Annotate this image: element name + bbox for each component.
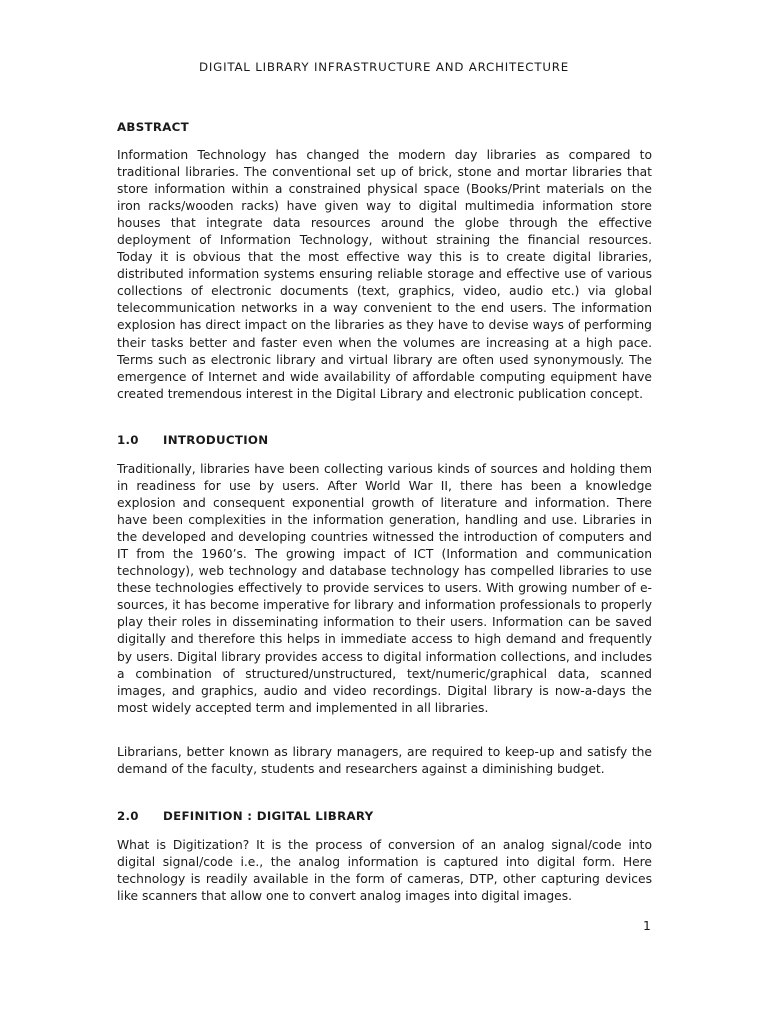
definition-section-number: 2.0 [117, 809, 139, 823]
introduction-heading [117, 433, 268, 447]
abstract-heading: ABSTRACT [117, 120, 189, 134]
introduction-paragraph-2: Librarians, better known as library managers, are required to keep-up and satisfy the demand of the faculty, students and researchers against a diminishing budget. [117, 745, 652, 777]
definition-heading [117, 809, 373, 823]
definition-section-title: DEFINITION : DIGITAL LIBRARY [163, 809, 374, 823]
definition-paragraph-1: What is Digitization? It is the process of conversion of an analog signal/code into digital signal/code i.e., the analog information is captured into digital form. Here technology is readily available in the form of cameras, DTP, other capturing devices like scanners that allow one to convert analog images into digital images. [117, 838, 652, 904]
introduction-section-number: 1.0 [117, 433, 139, 447]
document-title: DIGITAL LIBRARY INFRASTRUCTURE AND ARCHITECTURE [198, 60, 570, 74]
introduction-paragraph-1: Traditionally, libraries have been collecting various kinds of sources and holding them in readiness for use by users. After World War II, there has been a knowledge explosion and consequent exponential growth of literature and information. There have been complexities in the information generation, handling and use. Libraries in the developed and developing countries witnessed the introduction of computers and IT from the 1960’s. The growing impact of ICT (Information and communication technology), web technology and database technology has compelled libraries to use these technologies effectively to provide services to users. With growing number of e-sources, it has become imperative for library and information professionals to properly play their roles in disseminating information to their users. Information can be saved digitally and therefore this helps in immediate access to high demand and frequently by users. Digital library provides access to digital information collections, and includes a combination of structured/unstructured, text/numeric/graphical data, scanned images, and graphics, audio and video recordings. Digital library is now-a-days the most widely accepted term and implemented in all libraries. [117, 462, 652, 715]
page-number: 1 [643, 919, 651, 933]
abstract-paragraph: Information Technology has changed the modern day libraries as compared to traditional libraries. The conventional set up of brick, stone and mortar libraries that store information within a constrained physical space (Books/Print materials on the iron racks/wooden racks) have given way to digital multimedia information store houses that integrate data resources around the globe through the effective deployment of Information Technology, without straining the financial resources. Today it is obvious that the most effective way this is to create digital libraries, distributed information systems ensuring reliable storage and effective use of various collections of electronic documents (text, graphics, video, audio etc.) via global telecommunication networks in a way convenient to the end users. The information explosion has direct impact on the libraries as they have to devise ways of performing their tasks better and faster even when the volumes are increasing at a high pace. Terms such as electronic library and virtual library are often used synonymously. The emergence of Internet and wide availability of affordable computing equipment have created tremendous interest in the Digital Library and electronic publication concept. [117, 148, 652, 401]
introduction-section-title: INTRODUCTION [163, 433, 269, 447]
